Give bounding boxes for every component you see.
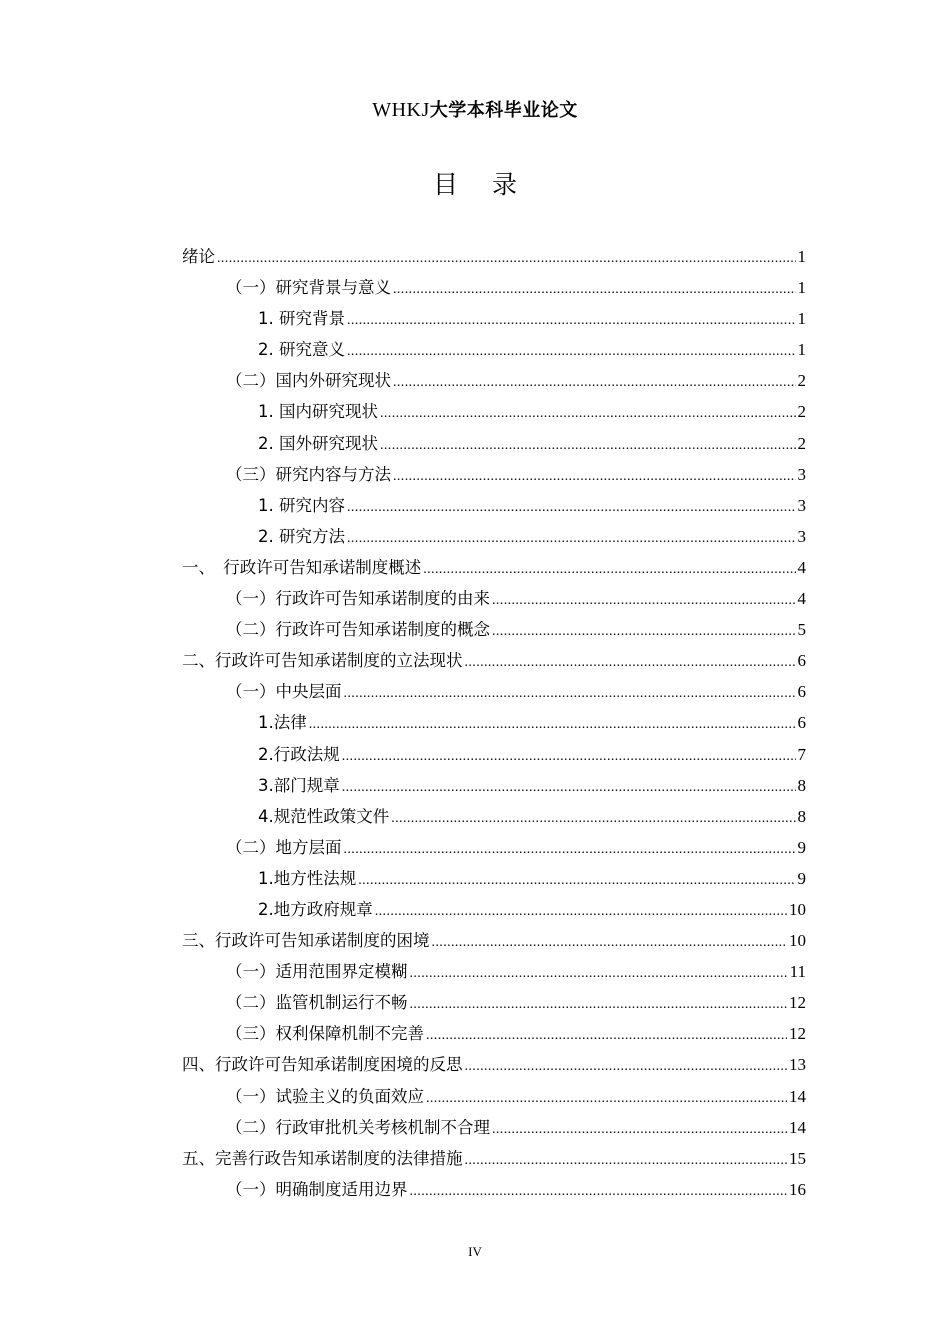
toc-entry-page: 1 [797, 340, 806, 360]
toc-entry[interactable] [182, 1018, 806, 1049]
toc-entry-page: 14 [789, 1086, 806, 1106]
toc-entry-label: （二）行政审批机关考核机制不合理 [226, 1117, 490, 1137]
toc-entry-label: （一）中央层面 [226, 682, 342, 702]
toc-entry-page: 10 [789, 931, 806, 951]
toc-entry[interactable] [182, 365, 806, 396]
toc-entry-label: （三）权利保障机制不完善 [226, 1024, 424, 1044]
toc-leader-dots [347, 523, 796, 554]
toc-entry-page: 2 [797, 371, 806, 391]
toc-entry[interactable] [182, 303, 806, 334]
toc-entry-label: （一）行政许可告知承诺制度的由来 [226, 589, 490, 609]
toc-leader-dots [380, 430, 796, 461]
toc-entry-page: 11 [789, 962, 806, 982]
toc-entry-label: （一）明确制度适用边界 [226, 1179, 408, 1199]
toc-entry[interactable] [182, 521, 806, 552]
toc-entry-page: 1 [797, 278, 806, 298]
toc-entry-label: 2. 国外研究现状 [258, 433, 378, 453]
toc-entry[interactable] [182, 863, 806, 894]
toc-entry-label: 1. 研究背景 [258, 309, 345, 329]
toc-entry[interactable] [182, 987, 806, 1018]
toc-entry-label: 1.法律 [258, 713, 307, 733]
toc-entry[interactable] [182, 832, 806, 863]
page-number: IV [468, 1244, 482, 1259]
toc-entry-label: 一、 行政许可告知承诺制度概述 [182, 557, 422, 577]
toc-entry-page: 8 [797, 775, 806, 795]
toc-leader-dots [465, 647, 796, 678]
toc-leader-dots [309, 709, 796, 740]
toc-leader-dots [432, 927, 788, 958]
toc-entry-label: 二、行政许可告知承诺制度的立法现状 [182, 651, 463, 671]
toc-entry[interactable] [182, 241, 806, 272]
toc-entry-label: 2. 研究意义 [258, 340, 345, 360]
toc-leader-dots [347, 305, 796, 336]
toc-title: 目录 [432, 170, 551, 199]
toc-entry[interactable] [182, 894, 806, 925]
toc-entry-page: 3 [797, 464, 806, 484]
toc-entry[interactable] [182, 1112, 806, 1143]
toc-entry[interactable] [182, 396, 806, 427]
toc-leader-dots [465, 1051, 788, 1082]
toc-entry-page: 10 [789, 899, 806, 919]
toc-entry[interactable] [182, 739, 806, 770]
toc-entry[interactable] [182, 801, 806, 832]
toc-entry-label: （二）行政许可告知承诺制度的概念 [226, 620, 490, 640]
toc-entry[interactable] [182, 428, 806, 459]
toc-entry[interactable] [182, 614, 806, 645]
toc-entry-page: 2 [797, 433, 806, 453]
toc-entry-label: （二）国内外研究现状 [226, 371, 391, 391]
toc-leader-dots [380, 398, 796, 429]
toc-entry-page: 9 [797, 868, 806, 888]
toc-entry[interactable] [182, 1174, 806, 1205]
toc-entry-label: （一）试验主义的负面效应 [226, 1086, 424, 1106]
toc-entry-page: 6 [797, 682, 806, 702]
toc-entry-page: 7 [797, 744, 806, 764]
toc-entry[interactable] [182, 645, 806, 676]
toc-entry-page: 16 [789, 1179, 806, 1199]
toc-leader-dots [342, 772, 796, 803]
toc-leader-dots [492, 1114, 787, 1145]
toc-entry-label: 3.部门规章 [258, 775, 340, 795]
toc-entry-label: （一）研究背景与意义 [226, 278, 391, 298]
toc-entry[interactable] [182, 583, 806, 614]
toc-leader-dots [344, 834, 796, 865]
toc-entry-page: 12 [789, 1024, 806, 1044]
toc-entry[interactable] [182, 1081, 806, 1112]
toc-entry-label: 2. 研究方法 [258, 526, 345, 546]
toc-leader-dots [426, 1083, 787, 1114]
toc-leader-dots [391, 803, 795, 834]
toc-entry[interactable] [182, 676, 806, 707]
toc-entry[interactable] [182, 272, 806, 303]
toc-entry-page: 4 [797, 589, 806, 609]
toc-leader-dots [426, 1020, 787, 1051]
toc-leader-dots [410, 958, 788, 989]
toc-entry-label: 1. 研究内容 [258, 495, 345, 515]
toc-entry-label: （一）适用范围界定模糊 [226, 962, 408, 982]
toc-leader-dots [423, 554, 795, 585]
toc-entry-label: 4.规范性政策文件 [258, 806, 390, 826]
toc-entry-label: 1. 国内研究现状 [258, 402, 378, 422]
toc-leader-dots [410, 989, 788, 1020]
toc-entry-label: 1.地方性法规 [258, 868, 357, 888]
header-title: 大学本科毕业论文 [429, 100, 578, 121]
toc-entry-label: 2.地方政府规章 [258, 899, 373, 919]
toc-entry[interactable] [182, 770, 806, 801]
toc-leader-dots [465, 1145, 788, 1176]
toc-entry[interactable] [182, 925, 806, 956]
toc-leader-dots [492, 585, 796, 616]
toc-entry-page: 1 [797, 247, 806, 266]
toc-entry-page: 14 [789, 1117, 806, 1137]
toc-entry-page: 6 [797, 651, 806, 671]
toc-leader-dots [410, 1176, 788, 1207]
toc-leader-dots [375, 896, 787, 927]
toc-entry-label: （二）地方层面 [226, 837, 342, 857]
toc-entry-page: 1 [797, 309, 806, 329]
toc-entry-label: 绪论 [182, 247, 215, 266]
toc-entry-page: 6 [797, 713, 806, 733]
toc-leader-dots [347, 336, 796, 367]
header-brand: WHKJ [372, 99, 430, 121]
toc-entry-page: 9 [797, 837, 806, 857]
table-of-contents [182, 241, 806, 1205]
toc-entry-page: 12 [789, 993, 806, 1013]
toc-leader-dots [393, 274, 796, 305]
toc-entry-page: 2 [797, 402, 806, 422]
toc-leader-dots [393, 367, 796, 398]
toc-entry[interactable] [182, 1143, 806, 1174]
toc-entry-label: （二）监管机制运行不畅 [226, 993, 408, 1013]
toc-entry-page: 3 [797, 526, 806, 546]
toc-entry[interactable] [182, 552, 806, 583]
toc-leader-dots [344, 678, 796, 709]
toc-entry[interactable] [182, 956, 806, 987]
toc-entry-label: 三、行政许可告知承诺制度的困境 [182, 931, 430, 951]
toc-entry-page: 5 [797, 620, 806, 640]
toc-entry[interactable] [182, 490, 806, 521]
toc-entry[interactable] [182, 1049, 806, 1080]
toc-entry[interactable] [182, 707, 806, 738]
toc-entry-page: 3 [797, 495, 806, 515]
toc-leader-dots [492, 616, 796, 647]
toc-entry[interactable] [182, 459, 806, 490]
toc-entry-page: 4 [797, 557, 806, 577]
toc-leader-dots [347, 492, 796, 523]
toc-entry-label: 五、完善行政告知承诺制度的法律措施 [182, 1148, 463, 1168]
toc-entry[interactable] [182, 334, 806, 365]
running-header [0, 97, 950, 124]
toc-leader-dots [393, 461, 796, 492]
toc-entry-page: 8 [797, 806, 806, 826]
toc-entry-label: （三）研究内容与方法 [226, 464, 391, 484]
toc-entry-label: 四、行政许可告知承诺制度困境的反思 [182, 1055, 463, 1075]
toc-entry-page: 15 [789, 1148, 806, 1168]
toc-leader-dots [358, 865, 795, 896]
toc-entry-label: 2.行政法规 [258, 744, 340, 764]
toc-leader-dots [217, 243, 796, 274]
toc-leader-dots [342, 741, 796, 772]
toc-entry-page: 13 [789, 1055, 806, 1075]
